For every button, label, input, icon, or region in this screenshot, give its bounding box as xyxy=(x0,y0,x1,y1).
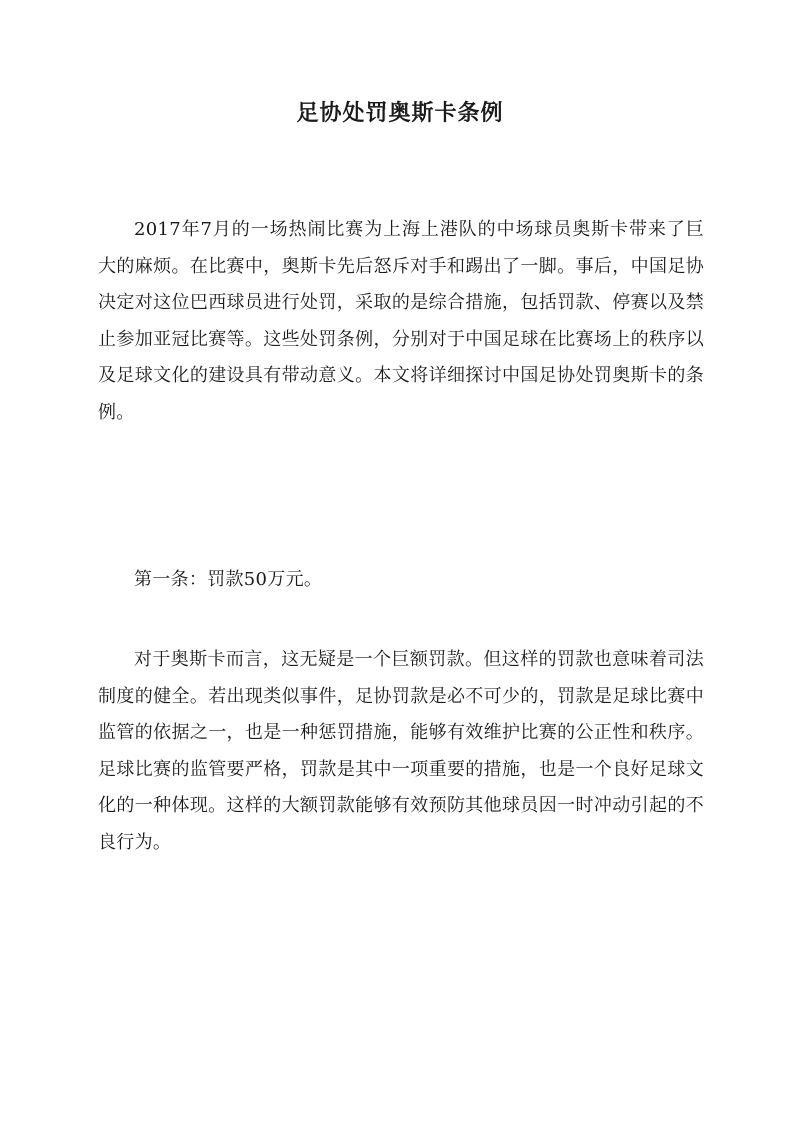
article-one-heading: 第一条：罚款50万元。 xyxy=(134,569,323,590)
intro-paragraph: 2017年7月的一场热闹比赛为上海上港队的中场球员奥斯卡带来了巨大的麻烦。在比赛中，奥斯卡先后怒斥对手和踢出了一脚。事后，中国足协决定对这位巴西球员进行处罚，采取的是综合措施，包括罚款、停赛以及禁止参加亚冠比赛等。这些处罚条例，分别对于中国足球在比赛场上的秩序以及足球文化的建设具有带动意义。本文将详细探讨中国足协处罚奥斯卡的条例。 xyxy=(98,219,704,423)
article-one-paragraph: 对于奥斯卡而言，这无疑是一个巨额罚款。但这样的罚款也意味着司法制度的健全。若出现类似事件，足协罚款是必不可少的，罚款是足球比赛中监管的依据之一，也是一种惩罚措施，能够有效维护比赛的公正性和秩序。足球比赛的监管要严格，罚款是其中一项重要的措施，也是一个良好足球文化的一种体现。这样的大额罚款能够有效预防其他球员因一时冲动引起的不良行为。 xyxy=(98,649,704,853)
document-title: 足协处罚奥斯卡条例 xyxy=(296,100,504,126)
